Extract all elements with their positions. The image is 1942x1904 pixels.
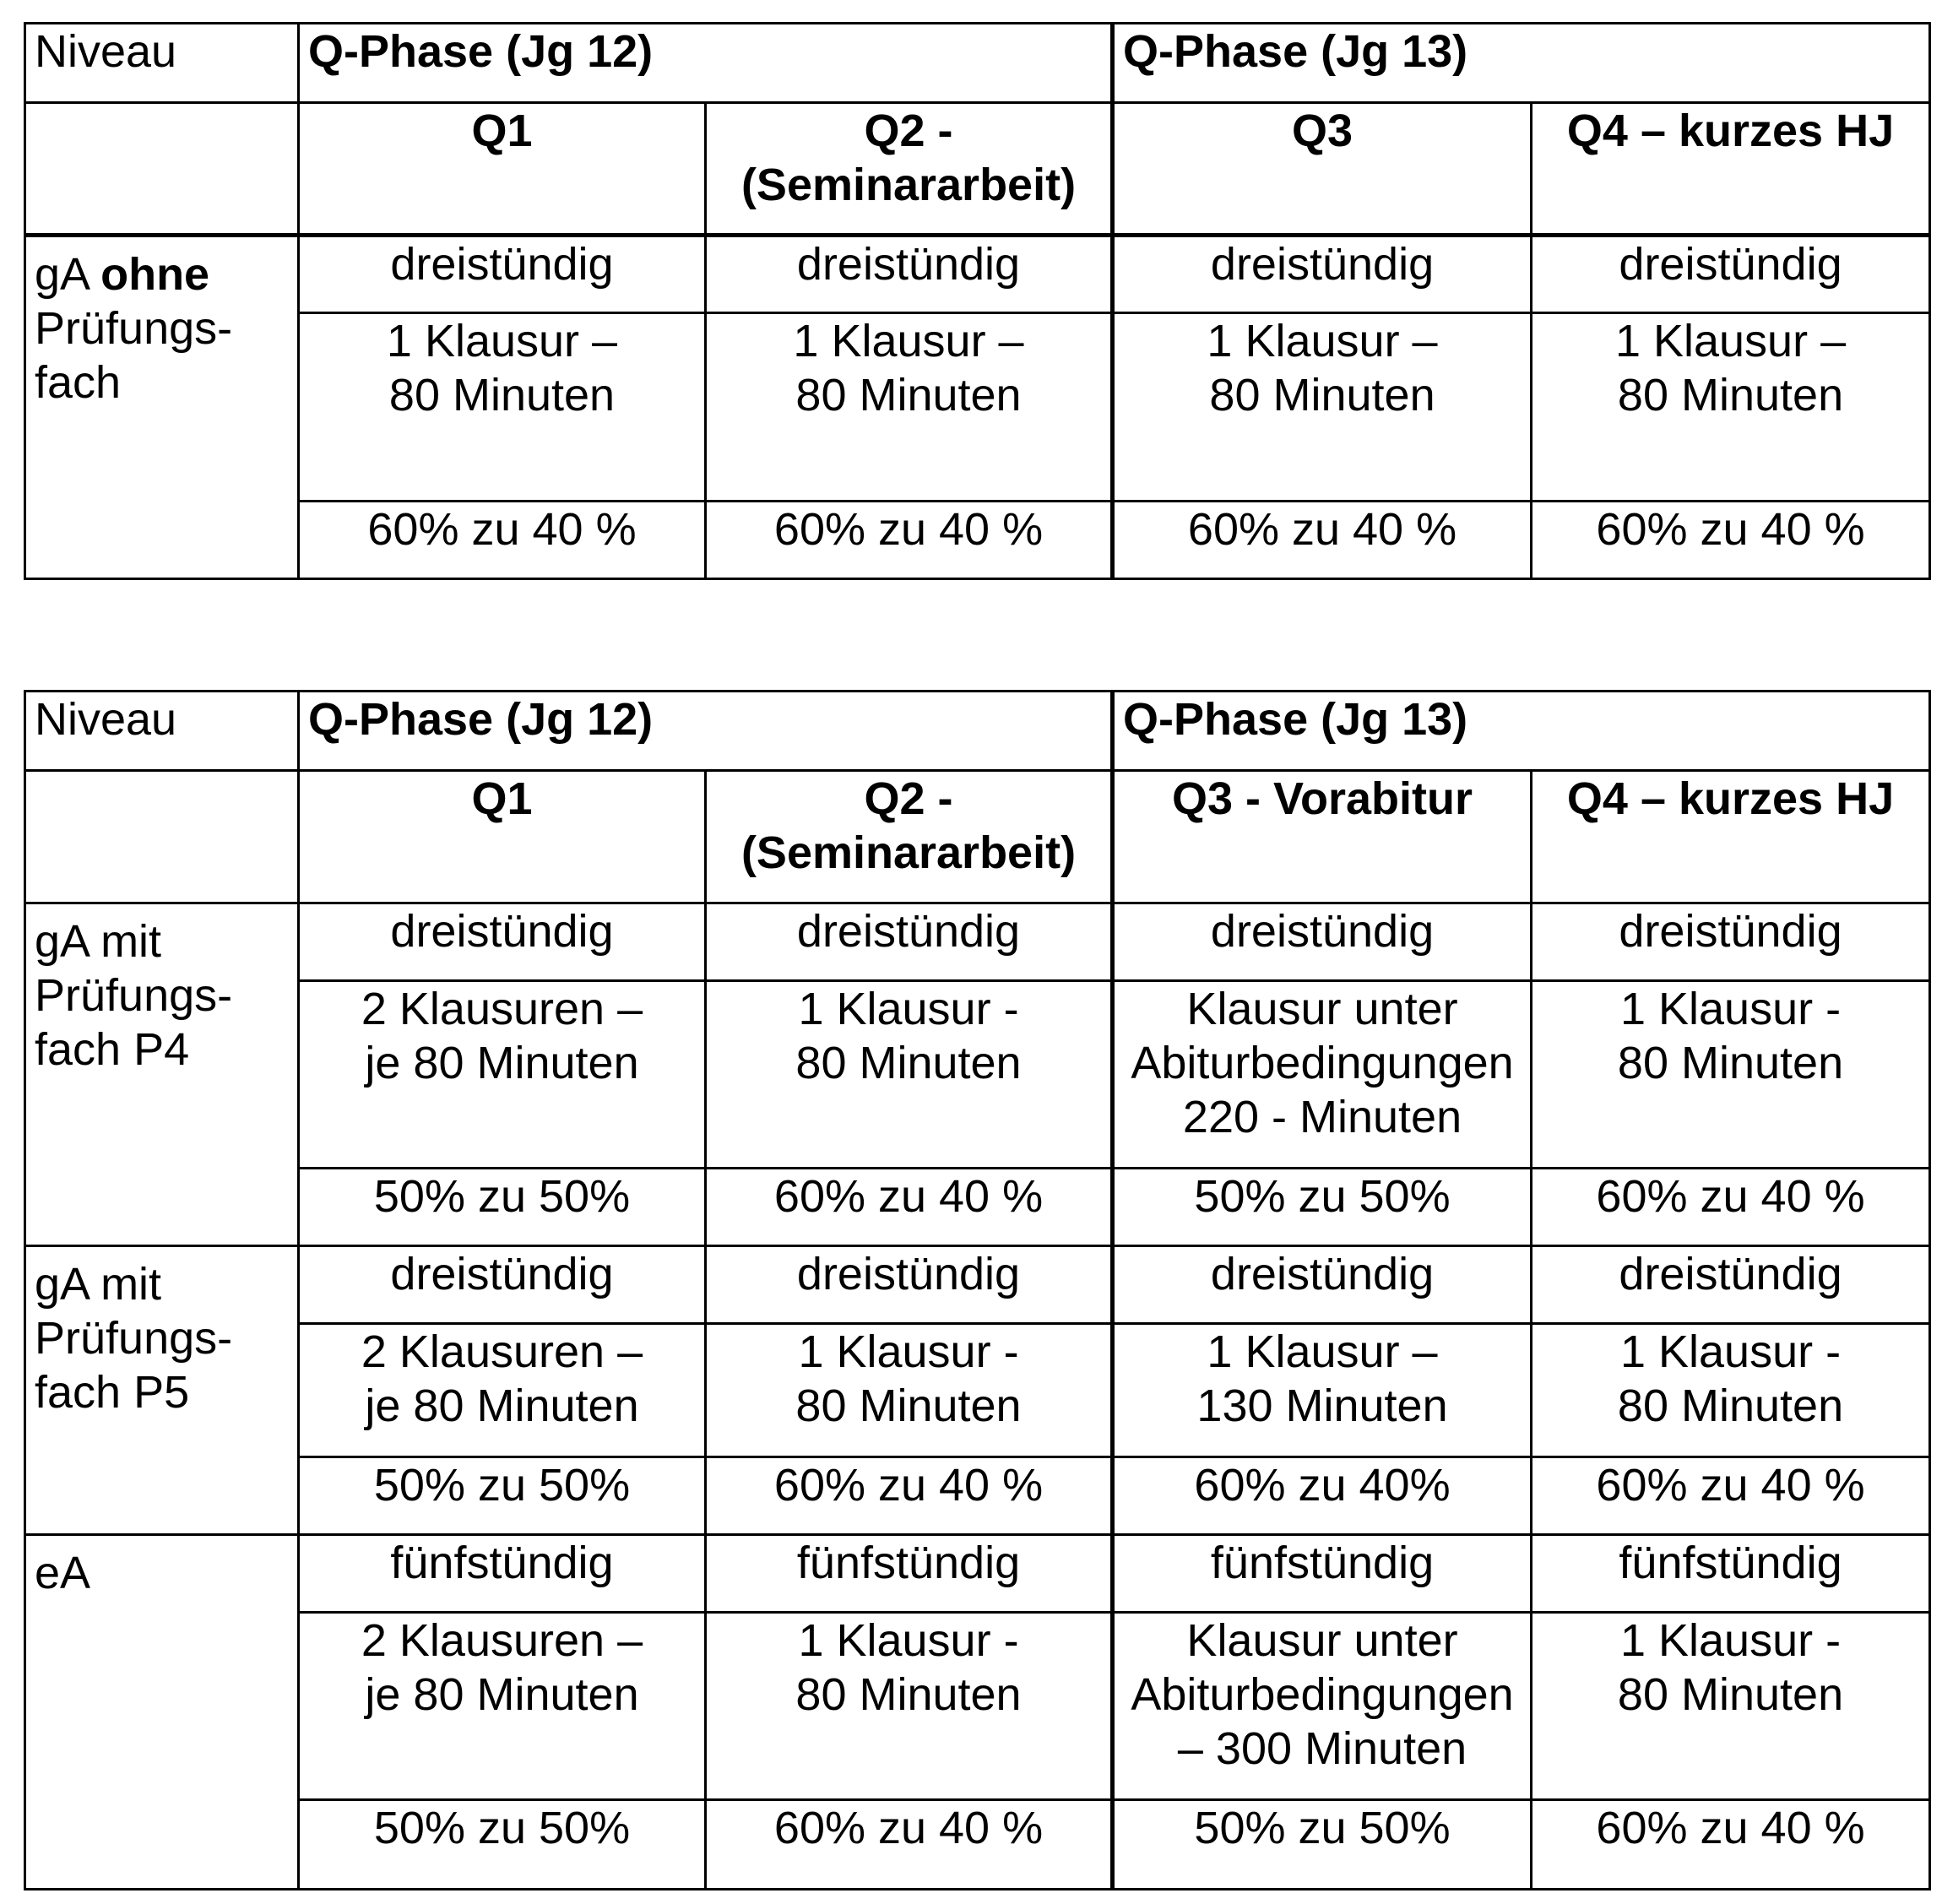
klausur-cell: 1 Klausur - 80 Minuten xyxy=(1532,1613,1930,1800)
gewichtung-cell: 60% zu 40 % xyxy=(1113,502,1532,579)
empty-cell xyxy=(25,771,299,903)
klausur-cell: 1 Klausur - 80 Minuten xyxy=(706,981,1113,1169)
stunden-cell: dreistündig xyxy=(1113,1246,1532,1324)
gewichtung-cell: 60% zu 40 % xyxy=(706,502,1113,579)
niveau-label-line2: Prüfungs- xyxy=(35,303,233,354)
stunden-cell: dreistündig xyxy=(706,903,1113,981)
q2-header-line1: Q2 - xyxy=(864,106,953,156)
stunden-cell: dreistündig xyxy=(1532,236,1930,313)
gewichtung-cell: 50% zu 50% xyxy=(1113,1169,1532,1246)
q4-header: Q4 – kurzes HJ xyxy=(1532,771,1930,903)
gewichtung-cell: 60% zu 40 % xyxy=(1532,1457,1930,1535)
klausur-cell: 1 Klausur – 80 Minuten xyxy=(1532,313,1930,502)
q3-header: Q3 - Vorabitur xyxy=(1113,771,1532,903)
klausur-cell: 1 Klausur - 80 Minuten xyxy=(1532,1324,1930,1457)
q1-header: Q1 xyxy=(299,103,706,236)
klausur-cell: 1 Klausur - 80 Minuten xyxy=(706,1324,1113,1457)
niveau-header: Niveau xyxy=(25,692,299,771)
q1-header: Q1 xyxy=(299,771,706,903)
stunden-cell: dreistündig xyxy=(299,236,706,313)
gewichtung-cell: 60% zu 40 % xyxy=(299,502,706,579)
stunden-cell: fünfstündig xyxy=(1532,1535,1930,1613)
gewichtung-cell: 60% zu 40 % xyxy=(1532,1800,1930,1890)
niveau-label-line1: gA ohne xyxy=(35,249,210,300)
stunden-cell: dreistündig xyxy=(1532,903,1930,981)
stunden-cell: dreistündig xyxy=(1532,1246,1930,1324)
gewichtung-cell: 60% zu 40 % xyxy=(1532,1169,1930,1246)
klausur-cell: Klausur unter Abiturbedingungen 220 - Minuten xyxy=(1113,981,1532,1169)
klausur-cell: Klausur unter Abiturbedingungen – 300 Minuten xyxy=(1113,1613,1532,1800)
stunden-cell: dreistündig xyxy=(1113,236,1532,313)
q2-header xyxy=(706,103,1113,236)
q2-header-line1: Q2 - xyxy=(864,773,953,824)
stunden-cell: dreistündig xyxy=(299,903,706,981)
phase-jg12-header: Q-Phase (Jg 12) xyxy=(299,692,1113,771)
niveau-label xyxy=(25,236,299,579)
gewichtung-cell: 60% zu 40 % xyxy=(706,1457,1113,1535)
stunden-cell: dreistündig xyxy=(299,1246,706,1324)
klausur-cell: 1 Klausur - 80 Minuten xyxy=(1532,981,1930,1169)
stunden-cell: fünfstündig xyxy=(706,1535,1113,1613)
gewichtung-cell: 60% zu 40% xyxy=(1113,1457,1532,1535)
q2-header xyxy=(706,771,1113,903)
phase-jg13-header: Q-Phase (Jg 13) xyxy=(1113,24,1930,103)
gewichtung-cell: 50% zu 50% xyxy=(1113,1800,1532,1890)
stunden-cell: fünfstündig xyxy=(299,1535,706,1613)
gewichtung-cell: 50% zu 50% xyxy=(299,1457,706,1535)
q2-header-line2: (Seminararbeit) xyxy=(740,827,1077,878)
empty-cell xyxy=(25,103,299,236)
phase-jg12-header: Q-Phase (Jg 12) xyxy=(299,24,1113,103)
stunden-cell: fünfstündig xyxy=(1113,1535,1532,1613)
klausur-cell: 1 Klausur – 80 Minuten xyxy=(706,313,1113,502)
gewichtung-cell: 60% zu 40 % xyxy=(706,1800,1113,1890)
klausur-cell: 1 Klausur – 80 Minuten xyxy=(1113,313,1532,502)
klausur-cell: 1 Klausur – 80 Minuten xyxy=(299,313,706,502)
niveau-header: Niveau xyxy=(25,24,299,103)
niveau-label-p5: gA mit Prüfungs- fach P5 xyxy=(25,1246,299,1535)
table-gA-mit-pruefungsfach-und-eA xyxy=(24,690,1931,1890)
stunden-cell: dreistündig xyxy=(706,1246,1113,1324)
klausur-cell: 2 Klausuren – je 80 Minuten xyxy=(299,1324,706,1457)
table-gA-ohne-pruefungsfach xyxy=(24,22,1931,580)
q3-header: Q3 xyxy=(1113,103,1532,236)
stunden-cell: dreistündig xyxy=(1113,903,1532,981)
klausur-cell: 1 Klausur - 80 Minuten xyxy=(706,1613,1113,1800)
niveau-label-p4: gA mit Prüfungs- fach P4 xyxy=(25,903,299,1246)
gewichtung-cell: 60% zu 40 % xyxy=(1532,502,1930,579)
gewichtung-cell: 60% zu 40 % xyxy=(706,1169,1113,1246)
niveau-label-line3: fach xyxy=(35,357,122,408)
q4-header: Q4 – kurzes HJ xyxy=(1532,103,1930,236)
klausur-cell: 2 Klausuren – je 80 Minuten xyxy=(299,981,706,1169)
klausur-cell: 2 Klausuren – je 80 Minuten xyxy=(299,1613,706,1800)
gewichtung-cell: 50% zu 50% xyxy=(299,1800,706,1890)
klausur-cell: 1 Klausur – 130 Minuten xyxy=(1113,1324,1532,1457)
niveau-label-eA: eA xyxy=(25,1535,299,1890)
phase-jg13-header: Q-Phase (Jg 13) xyxy=(1113,692,1930,771)
gewichtung-cell: 50% zu 50% xyxy=(299,1169,706,1246)
q2-header-line2: (Seminararbeit) xyxy=(740,160,1077,210)
stunden-cell: dreistündig xyxy=(706,236,1113,313)
